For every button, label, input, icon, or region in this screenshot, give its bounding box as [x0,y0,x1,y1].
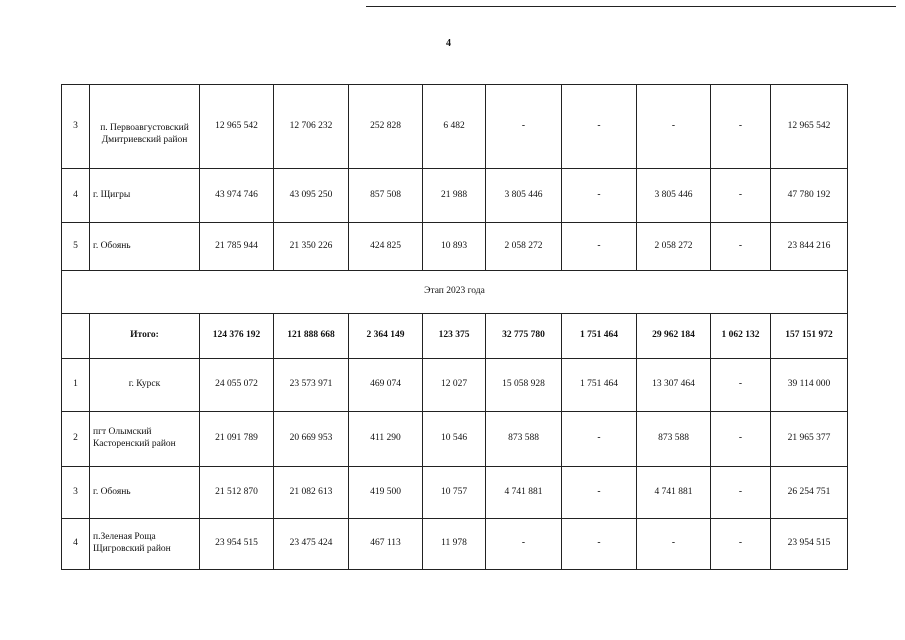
row-number [62,314,90,359]
cell-total: 24 055 072 [200,359,274,412]
cell-value: 11 978 [423,519,486,570]
row-number: 1 [62,359,90,412]
cell-value: - [562,412,637,467]
page-number: 4 [446,38,451,49]
cell-total: 21 091 789 [200,412,274,467]
cell-value: 4 741 881 [637,467,711,519]
cell-value: 419 500 [349,467,423,519]
cell-value: 123 375 [423,314,486,359]
cell-value: 3 805 446 [486,169,562,223]
cell-total: 23 954 515 [200,519,274,570]
top-rule [366,6,896,7]
cell-value: 2 058 272 [486,223,562,271]
cell-value: 1 751 464 [562,314,637,359]
cell-grand-total: 47 780 192 [771,169,848,223]
table-row [62,223,848,271]
cell-value: - [711,519,771,570]
cell-value: 2 364 149 [349,314,423,359]
cell-total: 12 965 542 [200,85,274,169]
cell-value: 857 508 [349,169,423,223]
stage-header-row [62,271,848,314]
cell-value: - [486,85,562,169]
cell-total: 21 785 944 [200,223,274,271]
cell-value: 1 062 132 [711,314,771,359]
cell-grand-total: 21 965 377 [771,412,848,467]
municipality-name: п.Зеленая Роща Щигровский район [90,519,200,570]
cell-value: - [711,85,771,169]
table-row [62,412,848,467]
cell-value: 6 482 [423,85,486,169]
cell-value: 10 546 [423,412,486,467]
cell-value: 20 669 953 [274,412,349,467]
table-row [62,519,848,570]
cell-value: 32 775 780 [486,314,562,359]
table-row [62,85,848,169]
budget-table [61,84,848,570]
cell-value: 873 588 [637,412,711,467]
cell-value: 12 027 [423,359,486,412]
cell-total: 43 974 746 [200,169,274,223]
cell-value: 424 825 [349,223,423,271]
cell-value: 21 988 [423,169,486,223]
table-row [62,359,848,412]
table-row [62,467,848,519]
cell-value: - [562,467,637,519]
cell-value: 10 893 [423,223,486,271]
cell-value: - [711,223,771,271]
row-number: 2 [62,412,90,467]
stage-title: Этап 2023 года [62,271,848,314]
cell-grand-total: 23 954 515 [771,519,848,570]
row-number: 3 [62,85,90,169]
cell-value: 10 757 [423,467,486,519]
cell-value: 252 828 [349,85,423,169]
cell-grand-total: 12 965 542 [771,85,848,169]
cell-value: - [562,519,637,570]
cell-total: 21 512 870 [200,467,274,519]
cell-grand-total: 23 844 216 [771,223,848,271]
cell-value: - [711,359,771,412]
cell-value: 21 082 613 [274,467,349,519]
cell-value: 873 588 [486,412,562,467]
cell-value: - [711,467,771,519]
cell-grand-total: 157 151 972 [771,314,848,359]
municipality-name: п. Первоавгустовский Дмитриевский район [90,85,200,169]
cell-value: 12 706 232 [274,85,349,169]
municipality-name: пгт Олымский Касторенский район [90,412,200,467]
cell-grand-total: 39 114 000 [771,359,848,412]
cell-value: 43 095 250 [274,169,349,223]
cell-value: - [637,85,711,169]
municipality-name: г. Курск [90,359,200,412]
cell-value: 13 307 464 [637,359,711,412]
cell-value: - [562,223,637,271]
cell-value: - [562,85,637,169]
cell-value: 3 805 446 [637,169,711,223]
cell-value: 15 058 928 [486,359,562,412]
cell-value: 21 350 226 [274,223,349,271]
cell-value: - [486,519,562,570]
row-number: 5 [62,223,90,271]
cell-value: 469 074 [349,359,423,412]
cell-value: 23 573 971 [274,359,349,412]
total-row [62,314,848,359]
municipality-name: г. Обоянь [90,223,200,271]
cell-value: - [711,412,771,467]
cell-value: 23 475 424 [274,519,349,570]
cell-value: 4 741 881 [486,467,562,519]
table-row [62,169,848,223]
municipality-name: г. Щигры [90,169,200,223]
cell-value: 1 751 464 [562,359,637,412]
row-number: 4 [62,519,90,570]
cell-value: - [637,519,711,570]
cell-value: 29 962 184 [637,314,711,359]
cell-value: 2 058 272 [637,223,711,271]
row-number: 3 [62,467,90,519]
row-number: 4 [62,169,90,223]
cell-value: - [711,169,771,223]
cell-value: 411 290 [349,412,423,467]
cell-value: 121 888 668 [274,314,349,359]
cell-value: - [562,169,637,223]
total-label: Итого: [90,314,200,359]
municipality-name: г. Обоянь [90,467,200,519]
cell-grand-total: 26 254 751 [771,467,848,519]
cell-total: 124 376 192 [200,314,274,359]
cell-value: 467 113 [349,519,423,570]
